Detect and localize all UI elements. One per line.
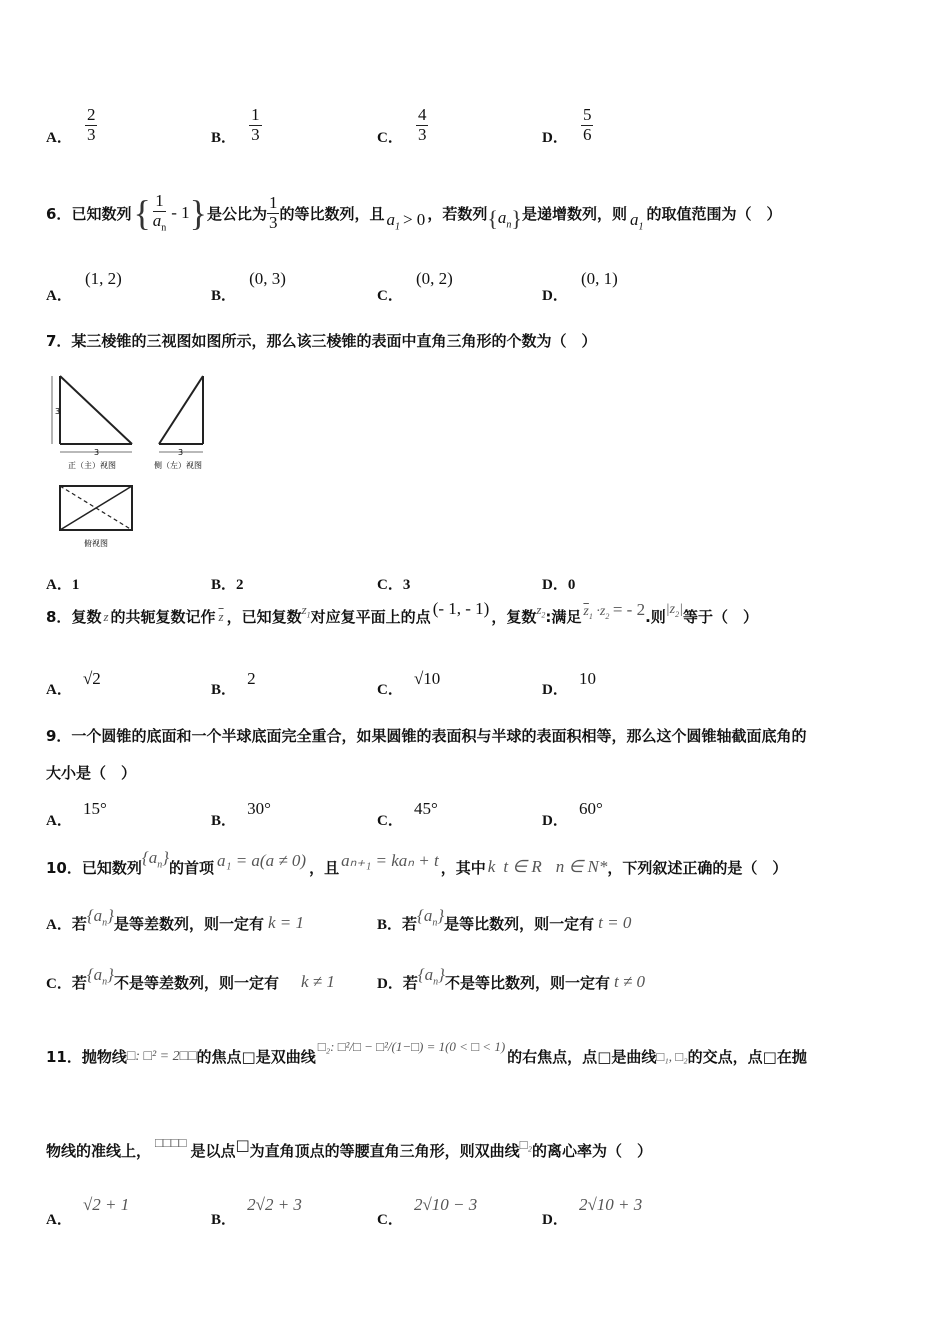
side-view-label: 侧（左）视图 xyxy=(154,461,202,470)
fraction-one-third: $\frac{1}{3}$ xyxy=(268,192,278,232)
q7-option-d: D．0 xyxy=(542,577,576,593)
q7-three-views-figure xyxy=(46,368,216,553)
q6-option-c: C． (0, 2) xyxy=(377,269,453,304)
option-label: B． xyxy=(211,130,237,146)
fraction: $\frac{2}{3}$ xyxy=(86,105,96,144)
q8-option-c: C． √10 xyxy=(377,669,441,698)
q9-stem-line2: 大小是（ ） xyxy=(46,764,137,782)
top-view-label: 俯视图 xyxy=(84,539,108,548)
q10-option-c: C． 若 $\{a_n\}$ 不是等差数列，则一定有 k ≠ 1 xyxy=(46,965,335,992)
missing-glyph-p: □ xyxy=(597,1047,612,1066)
q6-option-b: B． (0, 3) xyxy=(211,269,286,304)
option-label: D． xyxy=(542,130,568,146)
front-view-label: 正（主）视图 xyxy=(68,461,116,470)
q8-option-a: A． √2 xyxy=(46,669,101,698)
q8-option-b: B． 2 xyxy=(211,669,256,698)
q6-option-a: A． (1, 2) xyxy=(46,269,122,304)
q9-option-d: D． 60° xyxy=(542,799,603,829)
option-label: C． xyxy=(377,130,403,146)
front-view xyxy=(52,376,132,470)
dim-front-w: 3 xyxy=(94,448,100,457)
q8-stem: 8． 复数 z 的共轭复数记作 $\overline{z}$ ，已知复数 $z_1$ 对应复平面上的点 (- 1, - 1) ，复数 $z_2$ :满足 $\overline{z}_1 \cdot z_2$ = - 2 .则 $|z_2|$ 等于（ ） xyxy=(46,598,758,626)
missing-glyph-f: □ xyxy=(241,1047,256,1066)
right-brace: } xyxy=(189,193,207,233)
q11-stem-line2: 物线的准线上， □□□□ 是以点 □ 为直角顶点的等腰直角三角形，则双曲线 □₂ 的离心率为（ ） xyxy=(46,1134,653,1160)
fraction-1-over-an: $\frac{1}{a_n}$ xyxy=(152,191,167,234)
q9-option-b: B． 30° xyxy=(211,799,271,829)
q9-stem-line1: 9．一个圆锥的底面和一个半球底面完全重合，如果圆锥的表面积与半球的表面积相等，那么这个圆锥轴截面底角的 xyxy=(46,727,807,745)
left-brace: { xyxy=(133,193,151,233)
top-view xyxy=(60,486,132,548)
q7-option-b: B．2 xyxy=(211,577,244,593)
q11-option-d: D． 2√10 + 3 xyxy=(542,1195,643,1228)
fraction: $\frac{4}{3}$ xyxy=(417,105,427,144)
q6-stem: 6． 已知数列 { $\frac{1}{a_n}$ - 1 } 是公比为 $\frac{1}{3}$ 的等比数列，且 $a_1 > 0$ ，若数列 { $a_n$ } 是递增数列，则 $a_1$ 的取值范围为（ ） xyxy=(46,191,782,234)
fraction: $\frac{1}{3}$ xyxy=(251,105,260,144)
q6-option-d: D． (0, 1) xyxy=(542,269,618,304)
q9-option-a: A． 15° xyxy=(46,799,107,829)
option-label: A． xyxy=(46,130,72,146)
q10-option-b: B． 若 $\{a_n\}$ 是等比数列，则一定有 t = 0 xyxy=(377,906,632,933)
q7-option-a: A．1 xyxy=(46,577,80,593)
dim-front-h: 3 xyxy=(55,407,61,416)
q11-stem-line1: 11． 抛物线 □: □² = 2□□ 的焦点 □ 是双曲线 □₂: □²/□ − □²/(1−□) = 1(0 < □ < 1) 的右焦点，点 □ 是曲线 □₁, □₂ 的交点，点 □ 在抛 xyxy=(46,1038,807,1066)
q11-option-b: B． 2√2 + 3 xyxy=(211,1195,302,1228)
q5-option-a xyxy=(46,104,97,144)
q11-option-a: A． √2 + 1 xyxy=(46,1195,130,1228)
q10-option-a: A． 若 $\{a_n\}$ 是等差数列，则一定有 k = 1 xyxy=(46,906,305,933)
missing-glyph-q: □ xyxy=(762,1047,777,1066)
q10-stem: 10． 已知数列 $\{a_n\}$ 的首项 a₁ = a(a ≠ 0) ，且 aₙ₊₁ = kaₙ + t ，其中 k t ∈ R n ∈ N* ，下列叙述正确的是（ ） xyxy=(46,848,788,877)
dim-side-w: 3 xyxy=(178,448,184,457)
q5-option-b xyxy=(211,104,262,144)
side-view xyxy=(154,376,203,470)
q7-option-c: C．3 xyxy=(377,577,411,593)
q9-option-c: C． 45° xyxy=(377,799,438,829)
q5-option-c xyxy=(377,104,428,144)
q11-option-c: C． 2√10 − 3 xyxy=(377,1195,478,1228)
q7-stem: 7．某三棱锥的三视图如图所示，那么该三棱锥的表面中直角三角形的个数为（ ） xyxy=(46,332,597,350)
q10-option-d: D． 若 $\{a_n\}$ 不是等比数列，则一定有 t ≠ 0 xyxy=(377,965,646,992)
q8-option-d: D． 10 xyxy=(542,669,596,698)
q5-option-d xyxy=(542,104,593,144)
fraction: $\frac{5}{6}$ xyxy=(582,105,592,144)
missing-glyph-point: □ xyxy=(235,1135,250,1154)
